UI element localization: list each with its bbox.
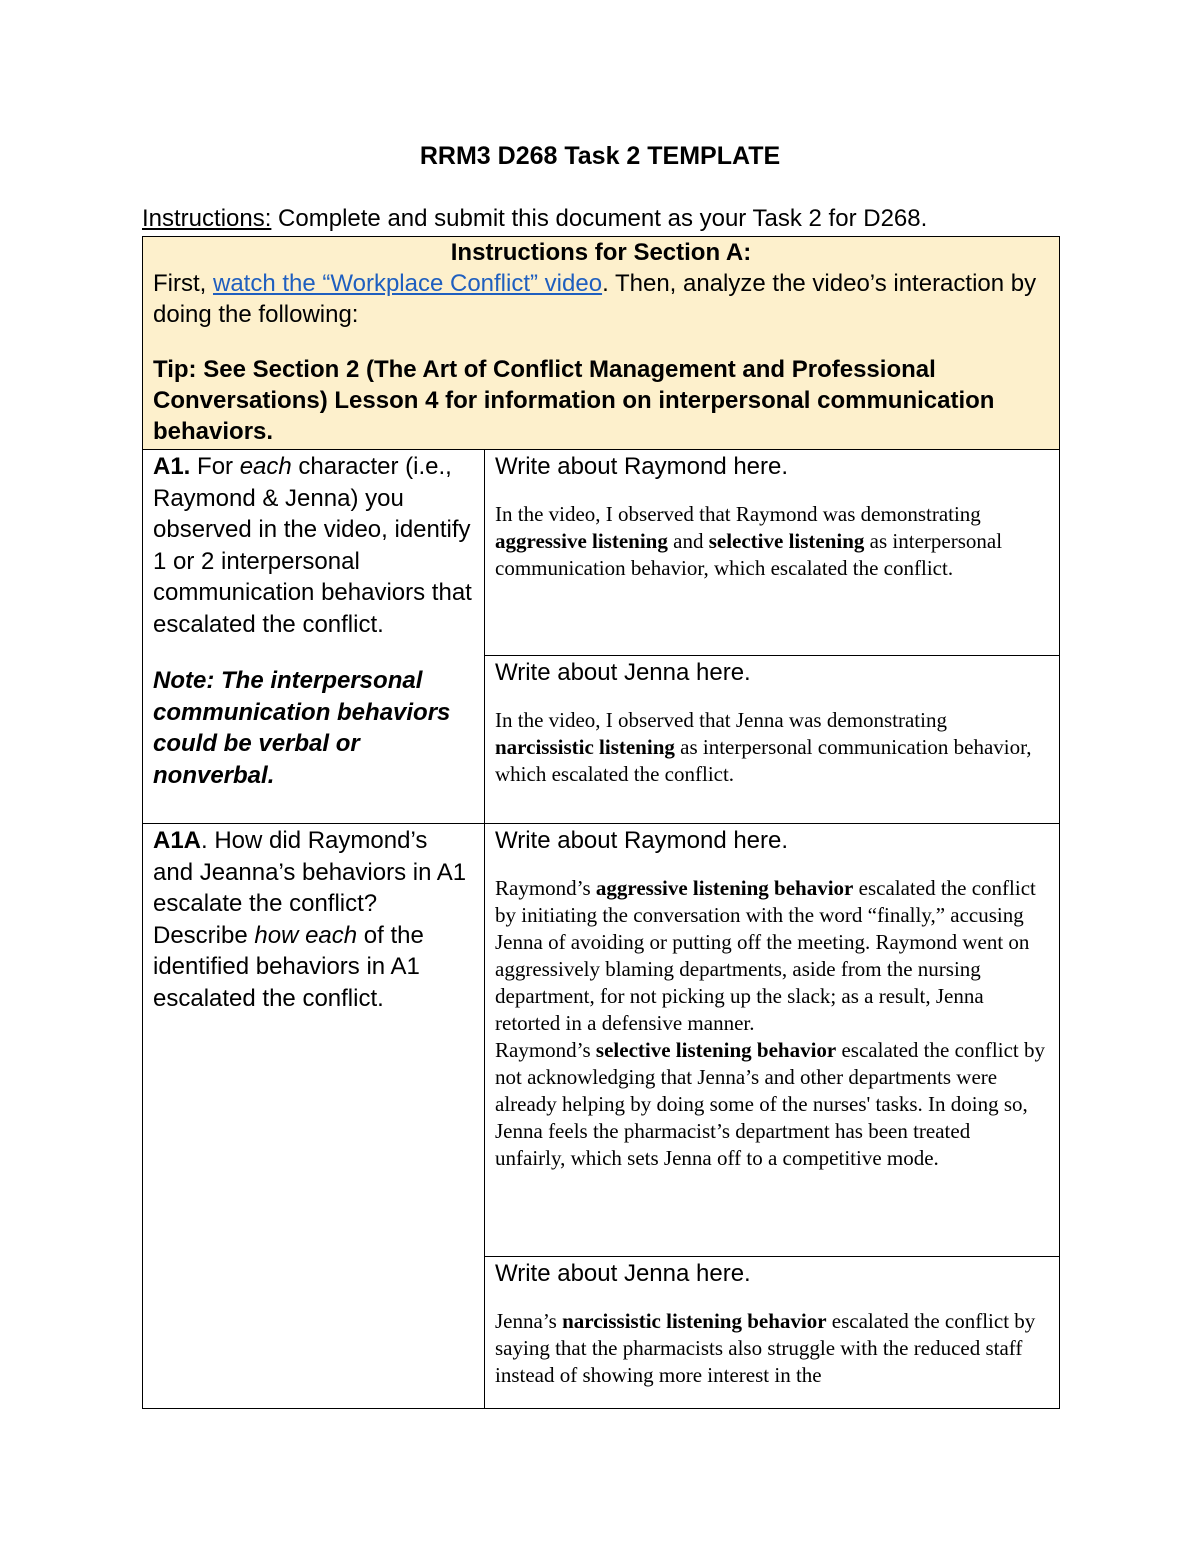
a1-question-emphasis: each [239,453,292,480]
a1a-raymond-cell[interactable] [485,824,1060,1257]
answer-text: Raymond’s [495,876,596,900]
answer-text: and [667,529,709,553]
a1-jenna-heading: Write about Jenna here. [495,659,751,686]
intro-text-start: First, [153,270,213,297]
instructions-line [142,205,927,233]
answer-text: as interpersonal communication behavior, which escalated the conflict. [495,529,1003,580]
intro-text-end: . Then, analyze the video’s interaction by doing the following: [153,270,1037,328]
a1-jenna-cell[interactable] [485,656,1060,824]
answer-text: Jenna’s [495,1309,563,1333]
a1a-question-emphasis: how each [254,921,358,949]
a1a-raymond-paragraph-1 [495,875,1045,1037]
task-table [142,236,1060,1409]
a1a-row-raymond [143,824,1060,1257]
a1a-raymond-heading: Write about Raymond here. [495,827,789,854]
a1-raymond-cell[interactable] [485,450,1060,656]
a1-label: A1. [153,453,191,480]
answer-text: Raymond’s [495,1038,596,1062]
a1-row-raymond [143,450,1060,656]
a1-raymond-heading: Write about Raymond here. [495,453,789,480]
a1-note: Note: The interpersonal communication behaviors could be verbal or nonverbal. [153,667,451,789]
instructions-label: Instructions: [142,205,272,232]
answer-text: escalated the conflict by not acknowledging that Jenna’s and other departments were already helping by doing some of the nurses' tasks. In doing so, Jenna feels the pharmacist’s department has been treated unfairly, which sets Jenna off to a competitive mode. [495,1038,1045,1170]
section-a-intro [153,268,1049,330]
workplace-conflict-video-link[interactable]: watch the “Workplace Conflict” video [213,270,603,297]
section-a-heading: Instructions for Section A: [450,239,752,266]
answer-text: escalated the conflict by initiating the conversation with the word “finally,” accusing Jenna of avoiding or putting off the meeting. Raymond went on aggressively blaming departments, aside from the nursing department, for not picking up the slack; as a result, Jenna retorted in a defensive manner. [495,876,1036,1035]
answer-bold: narcissistic listening behavior [562,1309,827,1333]
a1-question-text-2: character (i.e., Raymond & Jenna) you observed in the video, identify 1 or 2 interpersonal communication behaviors that escalated the conflict. [153,453,472,638]
instructions-text: Complete and submit this document as your Task 2 for D268. [271,205,928,232]
a1-jenna-answer [495,707,1049,788]
section-a-header-row [143,237,1060,450]
section-a-instructions-cell [143,237,1060,450]
answer-bold: aggressive listening [495,529,668,553]
a1a-question-text-2: of the identified behaviors in A1 escalated the conflict. [153,921,424,1012]
section-a-tip: Tip: See Section 2 (The Art of Conflict Management and Professional Conversations) Lesson 4 for information on interpersonal communication behaviors. [153,356,995,445]
a1a-question [153,825,474,1014]
a1a-question-cell [143,824,485,1409]
answer-bold: aggressive listening behavior [595,876,854,900]
answer-text: as interpersonal communication behavior, which escalated the conflict. [495,735,1032,786]
document-title: RRM3 D268 Task 2 TEMPLATE [419,142,781,170]
a1-raymond-answer [495,501,1049,582]
a1a-question-text-1: . How did Raymond’s and Jeanna’s behaviors in A1 escalate the conflict? Describe [153,827,467,949]
answer-text: In the video, I observed that Raymond was demonstrating [495,502,981,526]
answer-bold: selective listening behavior [595,1038,837,1062]
a1a-jenna-cell[interactable] [485,1257,1060,1409]
a1a-raymond-paragraph-2 [495,1037,1045,1172]
a1a-jenna-answer [495,1308,1049,1389]
a1-question [153,451,474,640]
answer-text: escalated the conflict by saying that the pharmacists also struggle with the reduced staff instead of showing more interest in the [495,1309,1036,1387]
a1a-jenna-heading: Write about Jenna here. [495,1260,751,1287]
a1a-label: A1A [153,827,202,854]
answer-bold: narcissistic listening [495,735,675,759]
answer-text: In the video, I observed that Jenna was demonstrating [495,708,947,732]
answer-bold: selective listening [708,529,865,553]
a1a-raymond-answer [495,875,1049,1172]
a1-question-cell [143,450,485,824]
a1-question-text-1: For [190,453,240,480]
